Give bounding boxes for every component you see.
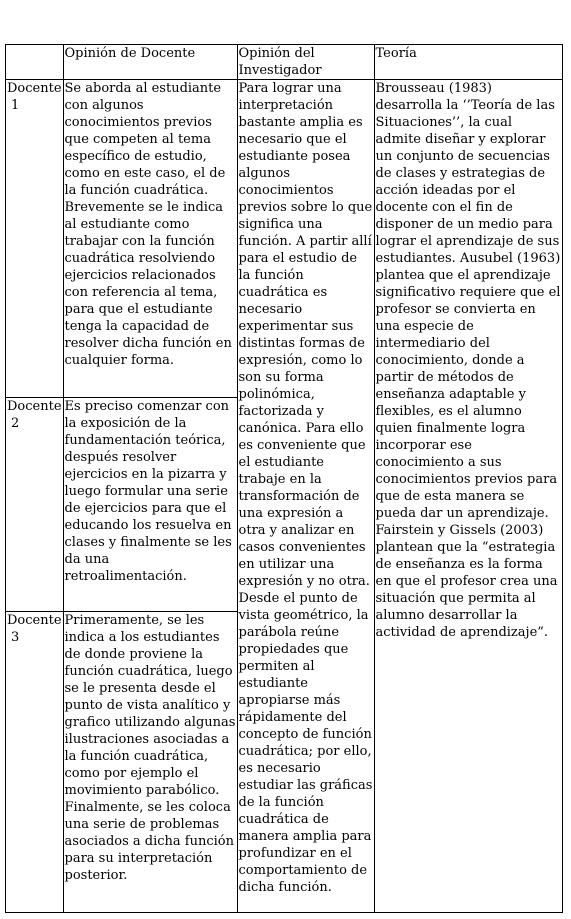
header-empty-cell bbox=[6, 45, 64, 80]
row-label-text: Docente bbox=[7, 613, 62, 628]
row-number: 3 bbox=[11, 630, 20, 645]
header-investigator-opinion: Opinión del Investigador bbox=[237, 45, 374, 80]
row-label-docente-3 bbox=[6, 612, 64, 913]
row-number: 2 bbox=[11, 416, 20, 431]
row-label-text: Docente bbox=[7, 81, 62, 96]
row-label-docente-2 bbox=[6, 398, 64, 612]
comparison-table bbox=[5, 44, 563, 913]
row-label-text: Docente bbox=[7, 399, 62, 414]
header-theory: Teoría bbox=[374, 45, 562, 80]
theory-cell: Brousseau (1983) desarrolla la ‘’Teoría de las Situaciones’’, la cual admite diseñar y explorar un conjunto de secuencias de clases y estrategias de acción ideadas por el docente con el fin de disponer de un medio para lograr el aprendizaje de sus estudiantes. Ausubel (1963) plantea que el aprendizaje significativo requiere que el profesor se convierta en una especie de intermediario del conocimiento, donde a partir de métodos de enseñanza adaptable y flexibles, es el alumno quien finalmente logra incorporar ese conocimiento a sus conocimientos previos para que de esta manera se pueda dar un aprendizaje. Fairstein y Gissels (2003) plantean que la “estrategia de enseñanza es la forma en que el profesor crea una situación que permita al alumno desarrollar la actividad de aprendizaje”. bbox=[374, 80, 562, 913]
investigator-opinion-cell: Para lograr una interpretación bastante amplia es necesario que el estudiante posea algunos conocimientos previos sobre lo que significa una función. A partir allí para el estudio de la función cuadrática es necesario experimentar sus distintas formas de expresión, como lo son su forma polinómica, factorizada y canónica. Para ello es conveniente que el estudiante trabaje en la transformación de una expresión a otra y analizar en casos convenientes en utilizar una expresión y no otra. Desde el punto de vista geométrico, la parábola reúne propiedades que permiten al estudiante apropiarse más rápidamente del concepto de función cuadrática; por ello, es necesario estudiar las gráficas de la función cuadrática de manera amplia para profundizar en el comportamiento de dicha función. bbox=[237, 80, 374, 913]
header-teacher-opinion: Opinión de Docente bbox=[63, 45, 237, 80]
teacher-opinion-3: Primeramente, se les indica a los estudiantes de donde proviene la función cuadrática, luego se le presenta desde el punto de vista analítico y grafico utilizando algunas ilustraciones asociadas a la función cuadrática, como por ejemplo el movimiento parabólico. Finalmente, se les coloca una serie de problemas asociados a dicha función para su interpretación posterior. bbox=[63, 612, 237, 913]
row-number: 1 bbox=[11, 98, 20, 113]
header-row bbox=[6, 45, 563, 80]
teacher-opinion-2: Es preciso comenzar con la exposición de la fundamentación teórica, después resolver ejercicios en la pizarra y luego formular una serie de ejercicios para que el educando los resuelva en clases y finalmente se les da una retroalimentación. bbox=[63, 398, 237, 612]
table-row-docente-1 bbox=[6, 80, 563, 398]
row-label-docente-1 bbox=[6, 80, 64, 398]
teacher-opinion-1: Se aborda al estudiante con algunos conocimientos previos que competen al tema específico de estudio, como en este caso, el de la función cuadrática. Brevemente se le indica al estudiante como trabajar con la función cuadrática resolviendo ejercicios relacionados con referencia al tema, para que el estudiante tenga la capacidad de resolver dicha función en cualquier forma. bbox=[63, 80, 237, 398]
